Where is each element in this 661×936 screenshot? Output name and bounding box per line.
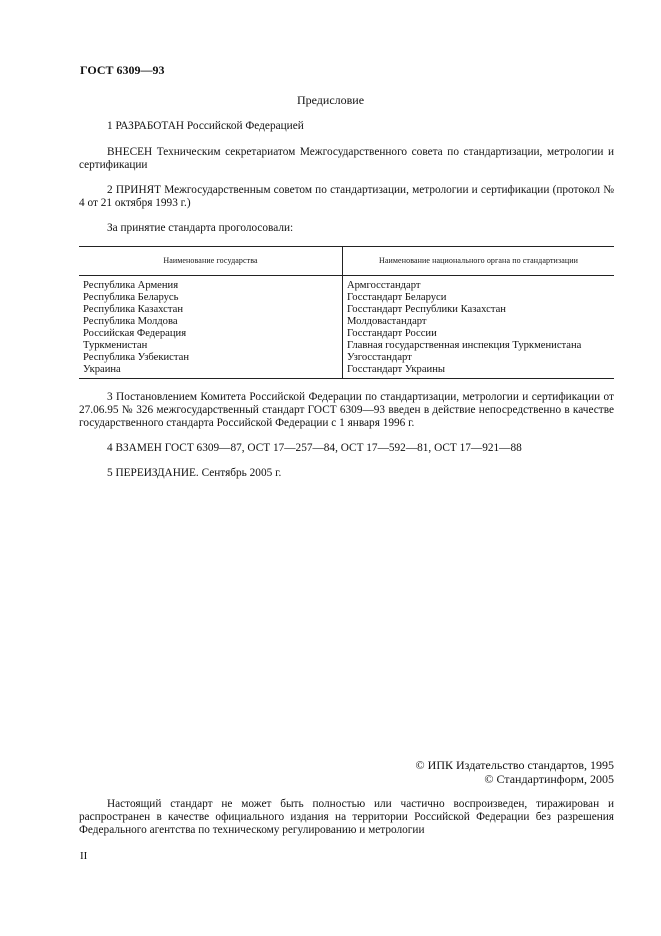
standards-body-name: Главная государственная инспекция Туркменистана [347, 340, 582, 351]
reproduction-notice: Настоящий стандарт не может быть полностью или частично воспроизведен, тиражирован и распространен в качестве официального издания на территории Российской Федерации без разрешения Федерального агентства по техническому регулированию и метрологии [79, 798, 614, 836]
standards-body-name: Молдовастандарт [347, 316, 427, 327]
state-name: Республика Беларусь [83, 292, 179, 303]
state-name: Республика Армения [83, 280, 179, 291]
state-name: Украина [83, 364, 121, 375]
paragraph-resolution: 3 Постановлением Комитета Российской Федерации по стандартизации, метрологии и сертификации от 27.06.95 № 326 межгосударственный стандарт ГОСТ 6309—93 введен в действие непосредственно в качестве государственного стандарта Российской Федерации с 1 января 1996 г. [79, 391, 614, 429]
state-name: Туркменистан [83, 340, 148, 351]
state-name: Республика Молдова [83, 316, 178, 327]
section-title: Предисловие [296, 93, 365, 107]
paragraph-adopted: 2 ПРИНЯТ Межгосударственным советом по стандартизации, метрологии и сертификации (протокол № 4 от 21 октября 1993 г.) [79, 184, 614, 209]
paragraph-developed: 1 РАЗРАБОТАН Российской Федерацией [107, 120, 304, 132]
table-header-row [79, 247, 614, 276]
standards-body-name: Узгосстандарт [347, 352, 412, 363]
copyright-standartinform: © Стандартинформ, 2005 [484, 772, 614, 786]
page-number: II [80, 850, 88, 862]
standard-code: ГОСТ 6309—93 [80, 63, 165, 77]
voting-states-table [79, 246, 614, 379]
table-header-body: Наименование национального органа по стандартизации [343, 247, 615, 276]
standards-body-name: Госстандарт Украины [347, 364, 445, 375]
table-row [79, 276, 614, 379]
paragraph-reissue: 5 ПЕРЕИЗДАНИЕ. Сентябрь 2005 г. [107, 467, 282, 479]
state-name: Республика Узбекистан [83, 352, 190, 363]
state-name: Российская Федерация [83, 328, 187, 339]
paragraph-introduced: ВНЕСЕН Техническим секретариатом Межгосударственного совета по стандартизации, метрологии и сертификации [79, 146, 614, 171]
standards-body-name: Армгосстандарт [347, 280, 421, 291]
paragraph-voted: За принятие стандарта проголосовали: [107, 222, 294, 234]
paragraph-replaces: 4 ВЗАМЕН ГОСТ 6309—87, ОСТ 17—257—84, ОСТ 17—592—81, ОСТ 17—921—88 [107, 442, 522, 454]
standards-body-name: Госстандарт России [347, 328, 437, 339]
states-column [79, 276, 343, 379]
standards-body-name: Госстандарт Республики Казахстан [347, 304, 506, 315]
table-header-state: Наименование государства [79, 247, 343, 276]
copyright-publisher: © ИПК Издательство стандартов, 1995 [415, 758, 614, 772]
state-name: Республика Казахстан [83, 304, 184, 315]
bodies-column [343, 276, 615, 379]
standards-body-name: Госстандарт Беларуси [347, 292, 447, 303]
